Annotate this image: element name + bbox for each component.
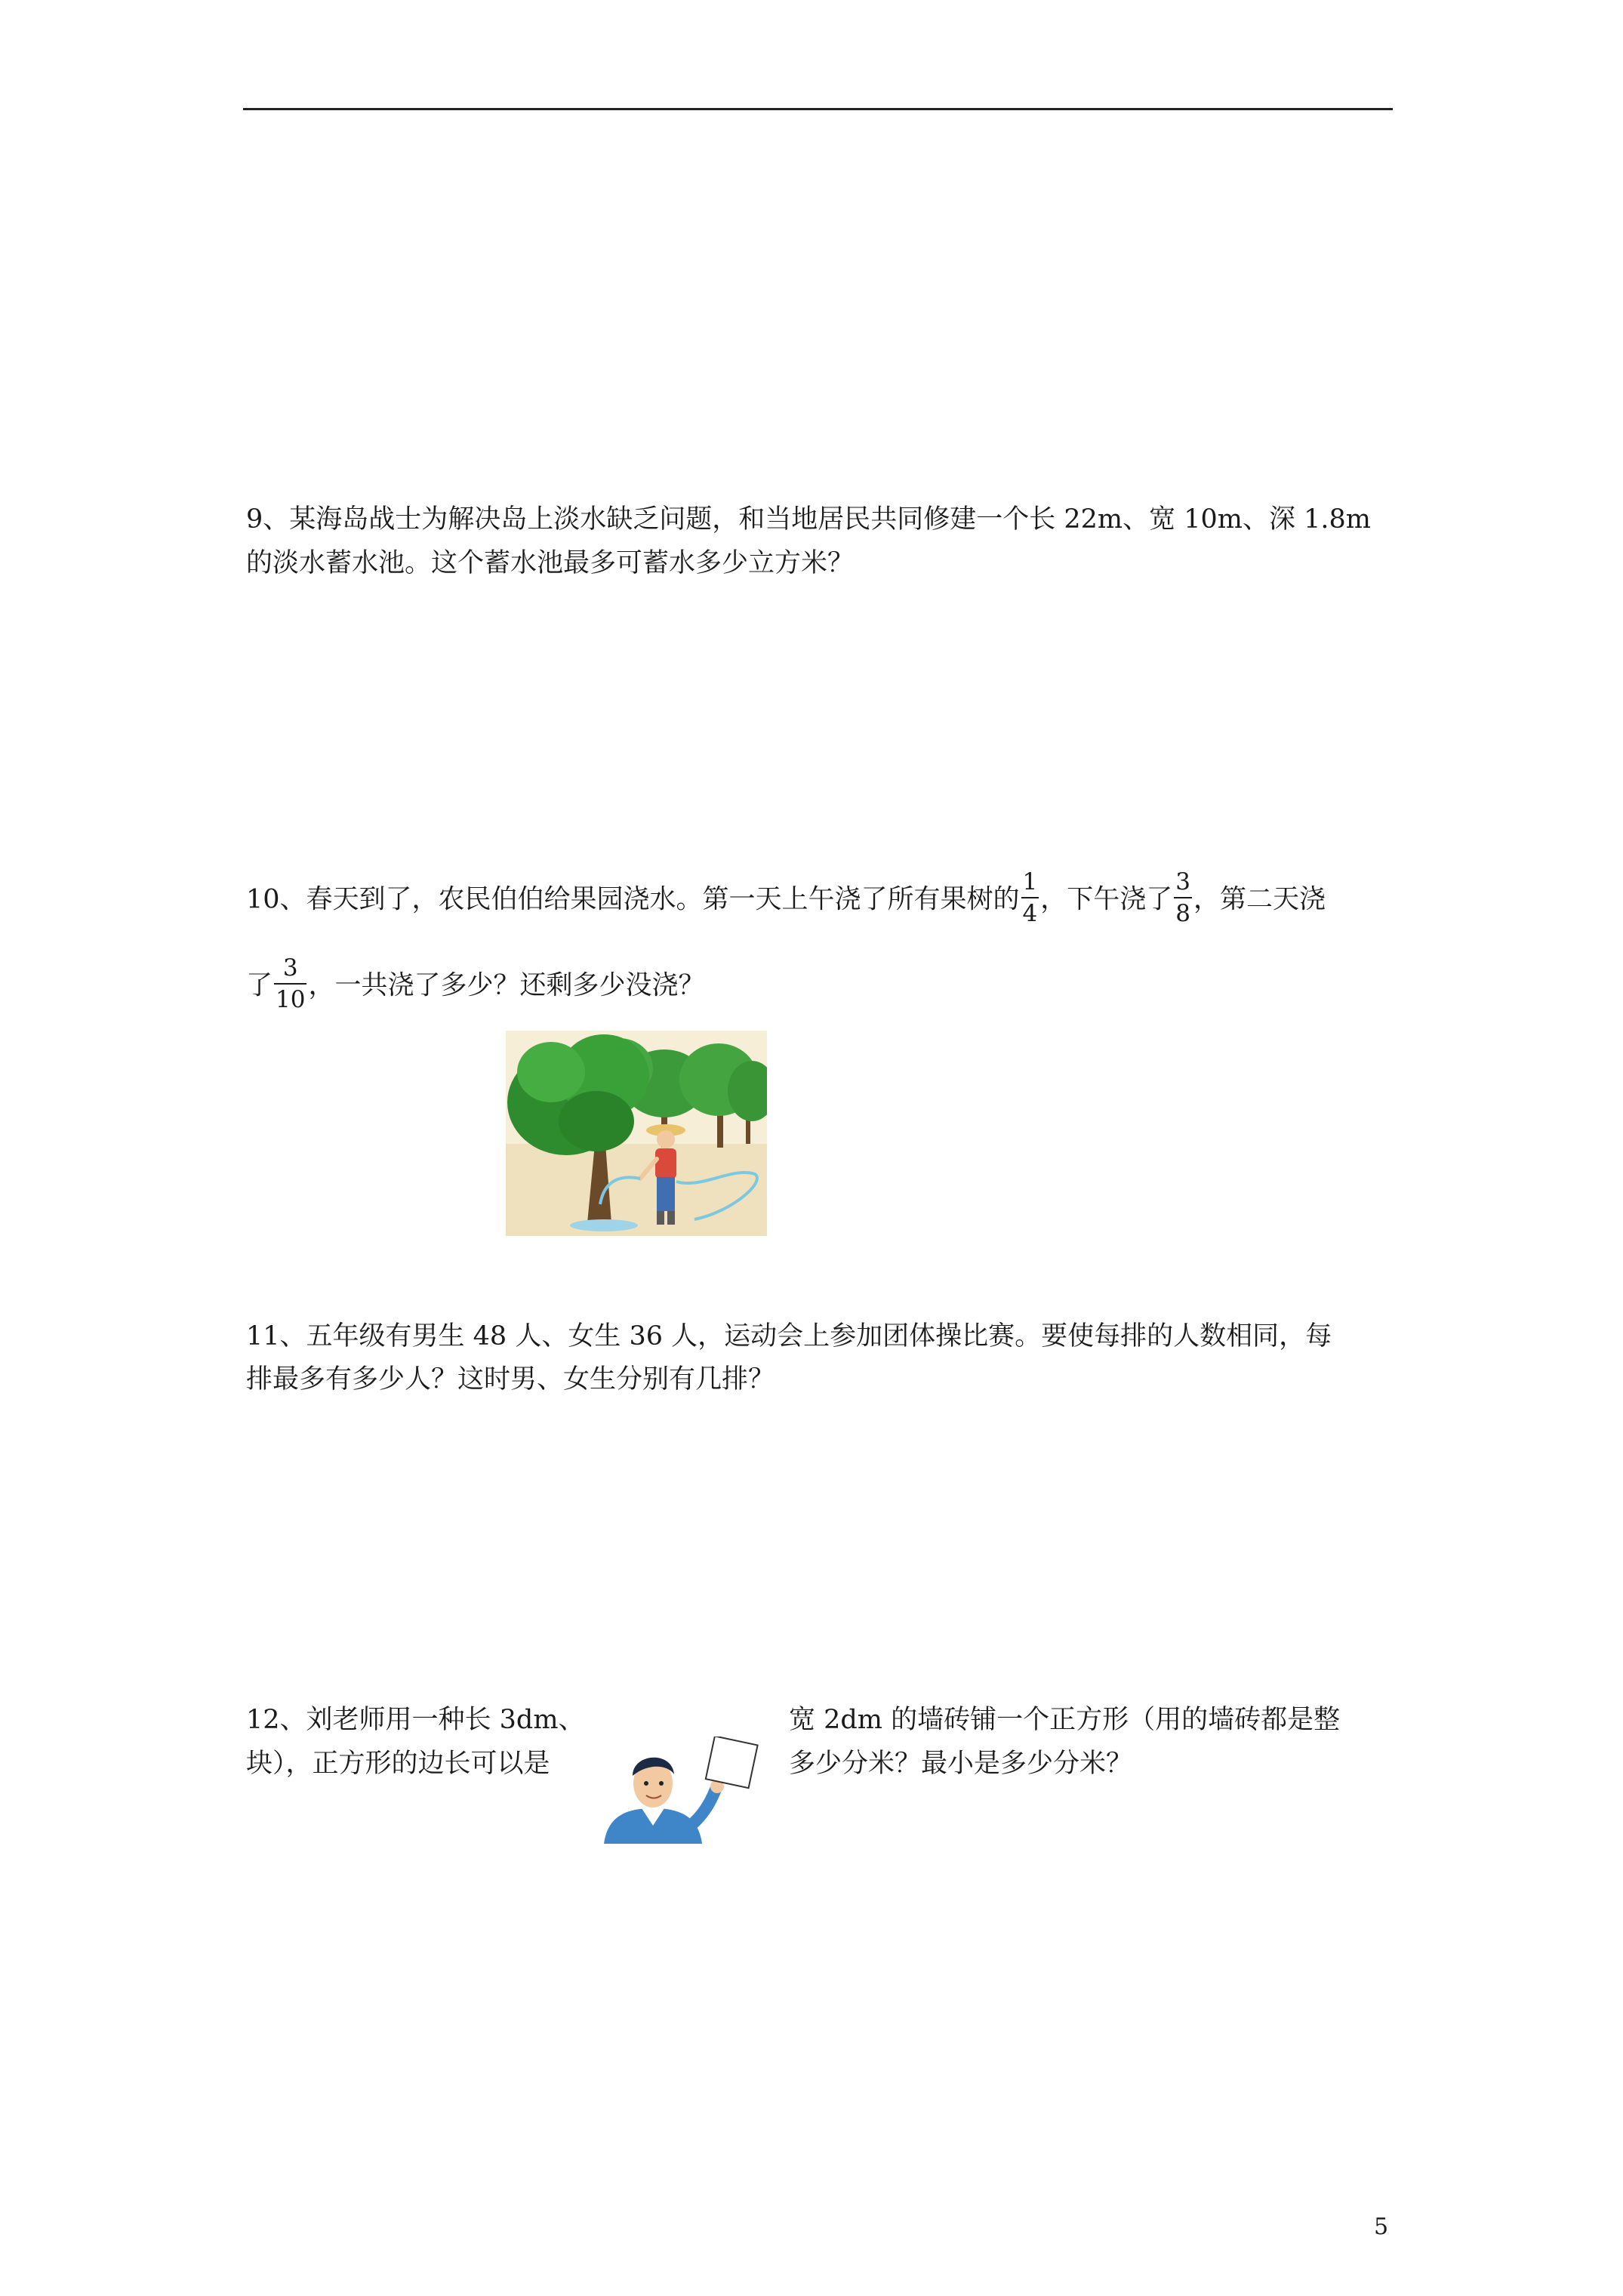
fraction-numerator: 3 <box>282 954 298 982</box>
q10-text-c: ，第二天浇 <box>1193 884 1326 915</box>
q11-line2: 排最多有多少人？这时男、女生分别有几排？ <box>246 1364 775 1395</box>
fraction-numerator: 1 <box>1022 868 1038 895</box>
q9-line2: 的淡水蓄水池。这个蓄水池最多可蓄水多少立方米？ <box>246 548 855 578</box>
q12-line2-left: 块），正方形的边长可以是 <box>246 1749 550 1779</box>
q12-line1-left: 12、刘老师用一种长 3dm、 <box>246 1705 585 1735</box>
q12-line2-right: 多少分米？最小是多少分米？ <box>789 1749 1133 1779</box>
fraction-denominator: 8 <box>1174 897 1192 929</box>
q12-line1-right: 宽 2dm 的墙砖铺一个正方形（用的墙砖都是整 <box>789 1705 1341 1735</box>
q10-text-b: ，下午浇了 <box>1040 884 1173 915</box>
q10-text-e: ，一共浇了多少？还剩多少没浇？ <box>308 970 705 1001</box>
q10-text-a: 10、春天到了，农民伯伯给果园浇水。第一天上午浇了所有果树的 <box>246 884 1020 915</box>
q11-line1: 11、五年级有男生 48 人、女生 36 人，运动会上参加团体操比赛。要使每排的人数相同，每 <box>246 1321 1332 1351</box>
fraction-three-eighths <box>1174 867 1192 929</box>
page-number: 5 <box>1374 2214 1389 2240</box>
q10-text-d: 了 <box>246 970 273 1001</box>
header-rule <box>243 108 1393 110</box>
teacher-holding-tile-illustration <box>596 1737 766 1844</box>
q10-line2 <box>246 956 704 1018</box>
fraction-one-quarter <box>1021 867 1039 929</box>
q10-line1 <box>246 870 1326 932</box>
fraction-denominator: 10 <box>274 983 306 1015</box>
farmer-watering-tree-illustration <box>506 1031 767 1236</box>
fraction-numerator: 3 <box>1175 868 1191 895</box>
q9-line1: 9、某海岛战士为解决岛上淡水缺乏问题，和当地居民共同修建一个长 22m、宽 10m、深 1.8m <box>246 504 1371 535</box>
fraction-denominator: 4 <box>1021 897 1039 929</box>
fraction-three-tenths <box>274 953 306 1015</box>
